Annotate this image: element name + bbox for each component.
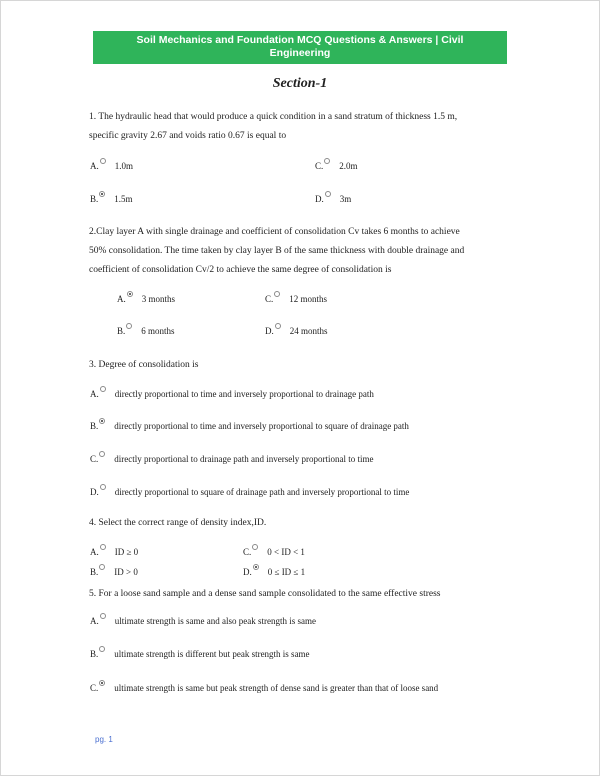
radio-button[interactable] bbox=[100, 484, 106, 490]
radio-button[interactable] bbox=[274, 291, 280, 297]
radio-button[interactable] bbox=[126, 323, 132, 329]
page-number: pg. 1 bbox=[95, 735, 113, 744]
q4-option-d[interactable] bbox=[243, 564, 305, 577]
radio-button[interactable] bbox=[99, 646, 105, 652]
banner-line-1: Soil Mechanics and Foundation MCQ Questions & Answers | Civil bbox=[136, 34, 464, 46]
question-2-line-1: 2.Clay layer A with single drainage and coefficient of consolidation Cv takes 6 months to achieve bbox=[89, 227, 460, 237]
radio-button[interactable] bbox=[100, 158, 106, 164]
q4-option-a[interactable] bbox=[90, 544, 138, 557]
radio-button[interactable] bbox=[275, 323, 281, 329]
q1-option-c[interactable] bbox=[315, 158, 358, 171]
option-text: 3m bbox=[339, 194, 352, 204]
option-text: ultimate strength is different but peak strength is same bbox=[114, 649, 310, 659]
radio-button-checked[interactable] bbox=[99, 418, 105, 424]
option-text: 24 months bbox=[289, 326, 328, 336]
option-letter: D. bbox=[243, 567, 252, 577]
q4-option-c[interactable] bbox=[243, 544, 305, 557]
q2-option-a[interactable] bbox=[117, 291, 175, 304]
radio-button-checked[interactable] bbox=[99, 680, 105, 686]
radio-button[interactable] bbox=[99, 564, 105, 570]
option-text: directly proportional to drainage path and inversely proportional to time bbox=[114, 454, 374, 464]
question-2-line-3: coefficient of consolidation Cv/2 to achieve the same degree of consolidation is bbox=[89, 265, 392, 275]
option-text: ultimate strength is same but peak strength of dense sand is greater than that of loose sand bbox=[114, 683, 439, 693]
q1-option-b[interactable] bbox=[90, 191, 133, 204]
question-1-line-2: specific gravity 2.67 and voids ratio 0.67 is equal to bbox=[89, 131, 287, 141]
option-letter: B. bbox=[90, 649, 99, 659]
option-letter: C. bbox=[265, 294, 274, 304]
q5-option-b[interactable] bbox=[90, 646, 310, 659]
q3-option-a[interactable] bbox=[90, 386, 374, 399]
option-text: 1.0m bbox=[114, 161, 134, 171]
option-text: ID ≥ 0 bbox=[114, 547, 139, 557]
option-letter: A. bbox=[90, 161, 99, 171]
radio-button[interactable] bbox=[324, 158, 330, 164]
option-letter: C. bbox=[90, 683, 99, 693]
radio-button[interactable] bbox=[325, 191, 331, 197]
option-text: 2.0m bbox=[339, 161, 358, 171]
q1-option-d[interactable] bbox=[315, 191, 351, 204]
option-letter: C. bbox=[315, 161, 324, 171]
option-text: ID > 0 bbox=[114, 567, 138, 577]
option-letter: D. bbox=[315, 194, 324, 204]
radio-button-checked[interactable] bbox=[253, 564, 259, 570]
radio-button[interactable] bbox=[100, 544, 106, 550]
radio-button-checked[interactable] bbox=[127, 291, 133, 297]
q1-option-a[interactable] bbox=[90, 158, 133, 171]
title-banner bbox=[93, 31, 507, 64]
option-letter: A. bbox=[90, 616, 99, 626]
option-text: 6 months bbox=[141, 326, 175, 336]
banner-line-2: Engineering bbox=[269, 47, 331, 59]
option-text: directly proportional to time and inversely proportional to drainage path bbox=[114, 389, 374, 399]
q3-option-b[interactable] bbox=[90, 418, 409, 431]
option-letter: A. bbox=[90, 389, 99, 399]
q5-option-c[interactable] bbox=[90, 680, 438, 693]
option-text: 0 ≤ ID ≤ 1 bbox=[267, 567, 306, 577]
q2-option-d[interactable] bbox=[265, 323, 328, 336]
option-text: directly proportional to time and inversely proportional to square of drainage path bbox=[114, 421, 409, 431]
option-letter: C. bbox=[90, 454, 99, 464]
question-3-line-1: 3. Degree of consolidation is bbox=[89, 360, 199, 370]
question-2-line-2: 50% consolidation. The time taken by clay layer B of the same thickness with double drainage and bbox=[89, 246, 465, 256]
question-1-line-1: 1. The hydraulic head that would produce a quick condition in a sand stratum of thickness 1.5 m, bbox=[89, 112, 458, 122]
radio-button[interactable] bbox=[252, 544, 258, 550]
option-letter: B. bbox=[90, 194, 99, 204]
option-text: 12 months bbox=[289, 294, 328, 304]
option-text: directly proportional to square of drainage path and inversely proportional to time bbox=[114, 487, 410, 497]
option-text: 0 < ID < 1 bbox=[267, 547, 305, 557]
option-letter: D. bbox=[90, 487, 99, 497]
option-text: 3 months bbox=[141, 294, 176, 304]
option-letter: C. bbox=[243, 547, 252, 557]
option-text: ultimate strength is same and also peak strength is same bbox=[114, 616, 316, 626]
q4-option-b[interactable] bbox=[90, 564, 138, 577]
option-letter: A. bbox=[117, 294, 126, 304]
q2-option-b[interactable] bbox=[117, 323, 175, 336]
radio-button[interactable] bbox=[100, 386, 106, 392]
option-letter: A. bbox=[90, 547, 99, 557]
q3-option-d[interactable] bbox=[90, 484, 409, 497]
option-letter: B. bbox=[117, 326, 126, 336]
option-letter: B. bbox=[90, 567, 99, 577]
option-letter: B. bbox=[90, 421, 99, 431]
question-4-line-1: 4. Select the correct range of density index,ID. bbox=[89, 518, 267, 528]
q2-option-c[interactable] bbox=[265, 291, 327, 304]
radio-button[interactable] bbox=[99, 451, 105, 457]
radio-button-checked[interactable] bbox=[99, 191, 105, 197]
radio-button[interactable] bbox=[100, 613, 106, 619]
q3-option-c[interactable] bbox=[90, 451, 373, 464]
section-title: Section-1 bbox=[272, 76, 328, 91]
q5-option-a[interactable] bbox=[90, 613, 316, 626]
option-letter: D. bbox=[265, 326, 274, 336]
question-5-line-1: 5. For a loose sand sample and a dense sand sample consolidated to the same effective stress bbox=[89, 589, 441, 599]
option-text: 1.5m bbox=[114, 194, 133, 204]
